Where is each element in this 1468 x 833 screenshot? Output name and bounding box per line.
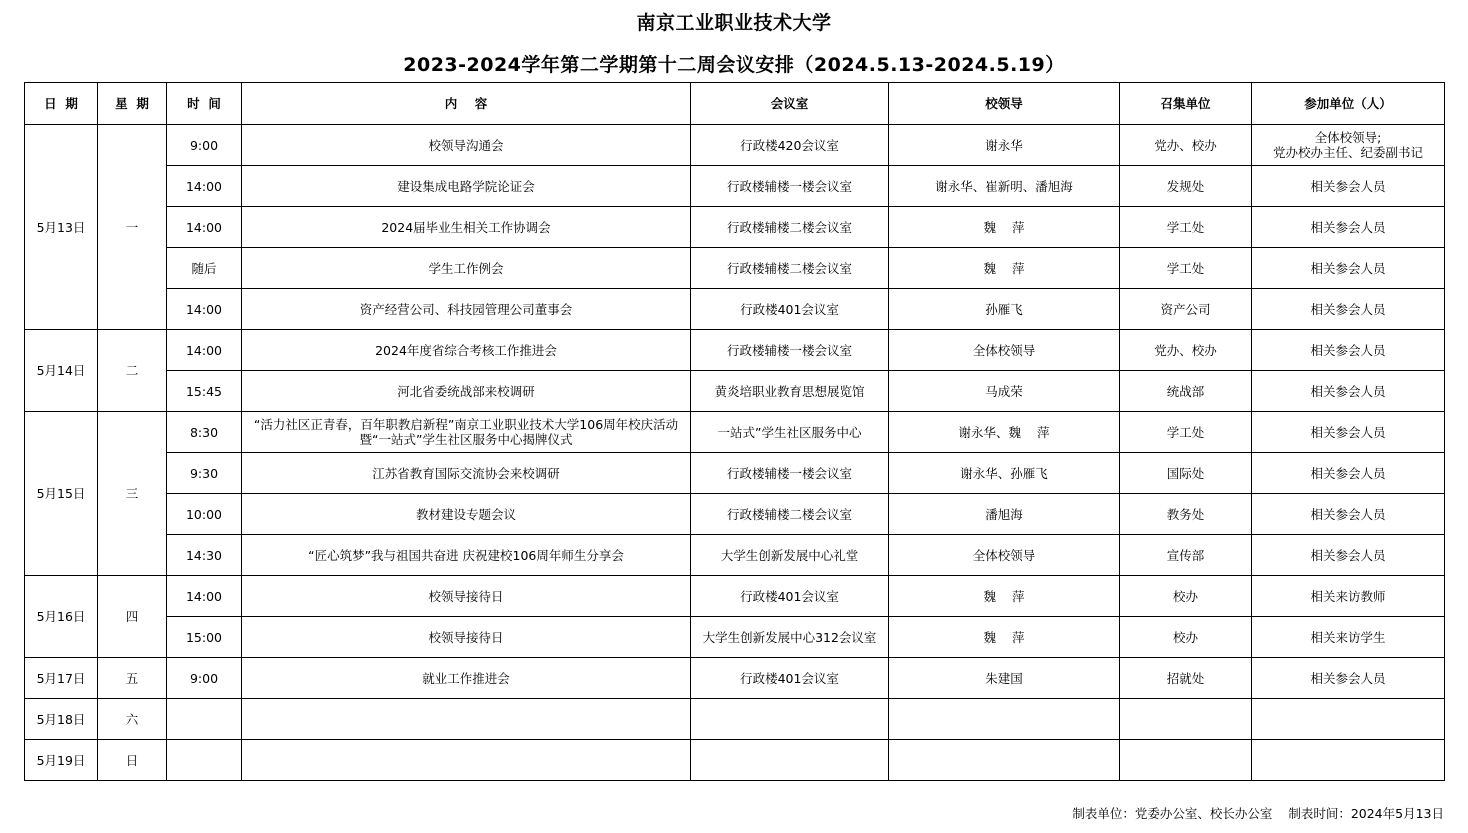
room-cell: 一站式”学生社区服务中心 bbox=[691, 412, 889, 453]
convener-cell: 资产公司 bbox=[1120, 289, 1252, 330]
convener-cell: 统战部 bbox=[1120, 371, 1252, 412]
page-subtitle: 2023-2024学年第二学期第十二周会议安排（2024.5.13-2024.5.19） bbox=[403, 54, 1065, 76]
date-cell: 5月17日 bbox=[25, 658, 98, 699]
time-cell: 14:00 bbox=[167, 576, 242, 617]
table-row bbox=[25, 166, 1445, 207]
time-cell: 14:00 bbox=[167, 289, 242, 330]
leader-cell: 魏 萍 bbox=[889, 207, 1120, 248]
header-convener: 召集单位 bbox=[1120, 83, 1252, 125]
room-cell bbox=[691, 740, 889, 781]
participants-cell: 相关参会人员 bbox=[1252, 248, 1445, 289]
table-row bbox=[25, 289, 1445, 330]
leader-cell: 魏 萍 bbox=[889, 576, 1120, 617]
content-cell bbox=[242, 740, 691, 781]
participants-cell: 相关来访教师 bbox=[1252, 576, 1445, 617]
content-cell: 学生工作例会 bbox=[242, 248, 691, 289]
room-cell: 大学生创新发展中心312会议室 bbox=[691, 617, 889, 658]
content-cell bbox=[242, 699, 691, 740]
table-row bbox=[25, 330, 1445, 371]
date-cell: 5月15日 bbox=[25, 412, 98, 576]
header-date: 日 期 bbox=[25, 83, 98, 125]
content-cell: 资产经营公司、科技园管理公司董事会 bbox=[242, 289, 691, 330]
content-cell: 教材建设专题会议 bbox=[242, 494, 691, 535]
convener-cell: 校办 bbox=[1120, 617, 1252, 658]
room-cell: 行政楼401会议室 bbox=[691, 289, 889, 330]
convener-cell: 招就处 bbox=[1120, 658, 1252, 699]
header-time: 时 间 bbox=[167, 83, 242, 125]
convener-cell: 国际处 bbox=[1120, 453, 1252, 494]
header-weekday: 星 期 bbox=[98, 83, 167, 125]
content-cell: 校领导接待日 bbox=[242, 617, 691, 658]
room-cell: 行政楼401会议室 bbox=[691, 658, 889, 699]
room-cell bbox=[691, 699, 889, 740]
room-cell: 大学生创新发展中心礼堂 bbox=[691, 535, 889, 576]
participants-cell: 相关参会人员 bbox=[1252, 289, 1445, 330]
participants-cell bbox=[1252, 740, 1445, 781]
footer-made-time: 制表时间：2024年5月13日 bbox=[1288, 806, 1444, 821]
content-cell: 2024届毕业生相关工作协调会 bbox=[242, 207, 691, 248]
header-content: 内 容 bbox=[242, 83, 691, 125]
room-cell: 行政楼辅楼一楼会议室 bbox=[691, 453, 889, 494]
table-row bbox=[25, 412, 1445, 453]
header-participants: 参加单位（人） bbox=[1252, 83, 1445, 125]
convener-cell: 学工处 bbox=[1120, 248, 1252, 289]
convener-cell: 发规处 bbox=[1120, 166, 1252, 207]
content-cell: 河北省委统战部来校调研 bbox=[242, 371, 691, 412]
content-cell: “匠心筑梦”我与祖国共奋进 庆祝建校106周年师生分享会 bbox=[242, 535, 691, 576]
weekday-cell: 六 bbox=[98, 699, 167, 740]
table-row bbox=[25, 371, 1445, 412]
schedule-table bbox=[24, 82, 1445, 781]
weekday-cell: 二 bbox=[98, 330, 167, 412]
footer bbox=[1072, 804, 1444, 822]
table-row bbox=[25, 248, 1445, 289]
table-row bbox=[25, 740, 1445, 781]
time-cell bbox=[167, 699, 242, 740]
convener-cell bbox=[1120, 699, 1252, 740]
weekday-cell: 五 bbox=[98, 658, 167, 699]
table-row bbox=[25, 453, 1445, 494]
table-row bbox=[25, 576, 1445, 617]
date-cell: 5月16日 bbox=[25, 576, 98, 658]
time-cell: 9:30 bbox=[167, 453, 242, 494]
weekday-cell: 三 bbox=[98, 412, 167, 576]
time-cell: 14:00 bbox=[167, 207, 242, 248]
leader-cell: 魏 萍 bbox=[889, 248, 1120, 289]
convener-cell: 教务处 bbox=[1120, 494, 1252, 535]
table-row bbox=[25, 617, 1445, 658]
convener-cell: 党办、校办 bbox=[1120, 125, 1252, 166]
time-cell: 14:00 bbox=[167, 330, 242, 371]
time-cell: 9:00 bbox=[167, 125, 242, 166]
participants-cell: 相关参会人员 bbox=[1252, 658, 1445, 699]
table-row bbox=[25, 535, 1445, 576]
content-cell: “活力社区正青春，百年职教启新程”南京工业职业技术大学106周年校庆活动暨“一站式”学生社区服务中心揭牌仪式 bbox=[242, 412, 691, 453]
participants-cell: 相关参会人员 bbox=[1252, 494, 1445, 535]
date-cell: 5月14日 bbox=[25, 330, 98, 412]
room-cell: 行政楼420会议室 bbox=[691, 125, 889, 166]
participants-cell: 相关参会人员 bbox=[1252, 207, 1445, 248]
leader-cell: 潘旭海 bbox=[889, 494, 1120, 535]
content-cell: 就业工作推进会 bbox=[242, 658, 691, 699]
content-cell: 校领导接待日 bbox=[242, 576, 691, 617]
leader-cell: 全体校领导 bbox=[889, 535, 1120, 576]
convener-cell bbox=[1120, 740, 1252, 781]
table-row bbox=[25, 658, 1445, 699]
content-cell: 2024年度省综合考核工作推进会 bbox=[242, 330, 691, 371]
content-cell: 校领导沟通会 bbox=[242, 125, 691, 166]
participants-cell: 相关来访学生 bbox=[1252, 617, 1445, 658]
participants-cell: 相关参会人员 bbox=[1252, 535, 1445, 576]
leader-cell bbox=[889, 699, 1120, 740]
date-cell: 5月13日 bbox=[25, 125, 98, 330]
weekday-cell: 一 bbox=[98, 125, 167, 330]
table-row bbox=[25, 494, 1445, 535]
table-row bbox=[25, 699, 1445, 740]
time-cell bbox=[167, 740, 242, 781]
room-cell: 黄炎培职业教育思想展览馆 bbox=[691, 371, 889, 412]
room-cell: 行政楼辅楼二楼会议室 bbox=[691, 494, 889, 535]
participants-cell: 相关参会人员 bbox=[1252, 453, 1445, 494]
convener-cell: 学工处 bbox=[1120, 207, 1252, 248]
time-cell: 随后 bbox=[167, 248, 242, 289]
time-cell: 15:00 bbox=[167, 617, 242, 658]
content-cell: 江苏省教育国际交流协会来校调研 bbox=[242, 453, 691, 494]
participants-cell: 相关参会人员 bbox=[1252, 371, 1445, 412]
table-header-row bbox=[25, 83, 1445, 125]
time-cell: 10:00 bbox=[167, 494, 242, 535]
leader-cell: 谢永华、崔新明、潘旭海 bbox=[889, 166, 1120, 207]
convener-cell: 宣传部 bbox=[1120, 535, 1252, 576]
participants-cell: 相关参会人员 bbox=[1252, 330, 1445, 371]
content-cell: 建设集成电路学院论证会 bbox=[242, 166, 691, 207]
time-cell: 9:00 bbox=[167, 658, 242, 699]
table-row bbox=[25, 207, 1445, 248]
time-cell: 8:30 bbox=[167, 412, 242, 453]
leader-cell: 全体校领导 bbox=[889, 330, 1120, 371]
weekday-cell: 日 bbox=[98, 740, 167, 781]
leader-cell: 马成荣 bbox=[889, 371, 1120, 412]
weekday-cell: 四 bbox=[98, 576, 167, 658]
participants-cell: 相关参会人员 bbox=[1252, 166, 1445, 207]
header-room: 会议室 bbox=[691, 83, 889, 125]
room-cell: 行政楼401会议室 bbox=[691, 576, 889, 617]
date-cell: 5月18日 bbox=[25, 699, 98, 740]
room-cell: 行政楼辅楼二楼会议室 bbox=[691, 248, 889, 289]
time-cell: 14:00 bbox=[167, 166, 242, 207]
leader-cell: 谢永华 bbox=[889, 125, 1120, 166]
leader-cell: 朱建国 bbox=[889, 658, 1120, 699]
participants-cell: 相关参会人员 bbox=[1252, 412, 1445, 453]
table-row bbox=[25, 125, 1445, 166]
header-leader: 校领导 bbox=[889, 83, 1120, 125]
participants-cell: 全体校领导; 党办校办主任、纪委副书记 bbox=[1252, 125, 1445, 166]
convener-cell: 校办 bbox=[1120, 576, 1252, 617]
room-cell: 行政楼辅楼一楼会议室 bbox=[691, 166, 889, 207]
convener-cell: 学工处 bbox=[1120, 412, 1252, 453]
footer-maker: 制表单位：党委办公室、校长办公室 bbox=[1072, 806, 1273, 821]
leader-cell: 孙雁飞 bbox=[889, 289, 1120, 330]
leader-cell bbox=[889, 740, 1120, 781]
participants-cell bbox=[1252, 699, 1445, 740]
time-cell: 15:45 bbox=[167, 371, 242, 412]
convener-cell: 党办、校办 bbox=[1120, 330, 1252, 371]
time-cell: 14:30 bbox=[167, 535, 242, 576]
leader-cell: 谢永华、魏 萍 bbox=[889, 412, 1120, 453]
date-cell: 5月19日 bbox=[25, 740, 98, 781]
leader-cell: 魏 萍 bbox=[889, 617, 1120, 658]
room-cell: 行政楼辅楼二楼会议室 bbox=[691, 207, 889, 248]
leader-cell: 谢永华、孙雁飞 bbox=[889, 453, 1120, 494]
room-cell: 行政楼辅楼一楼会议室 bbox=[691, 330, 889, 371]
page-title: 南京工业职业技术大学 bbox=[636, 12, 832, 34]
